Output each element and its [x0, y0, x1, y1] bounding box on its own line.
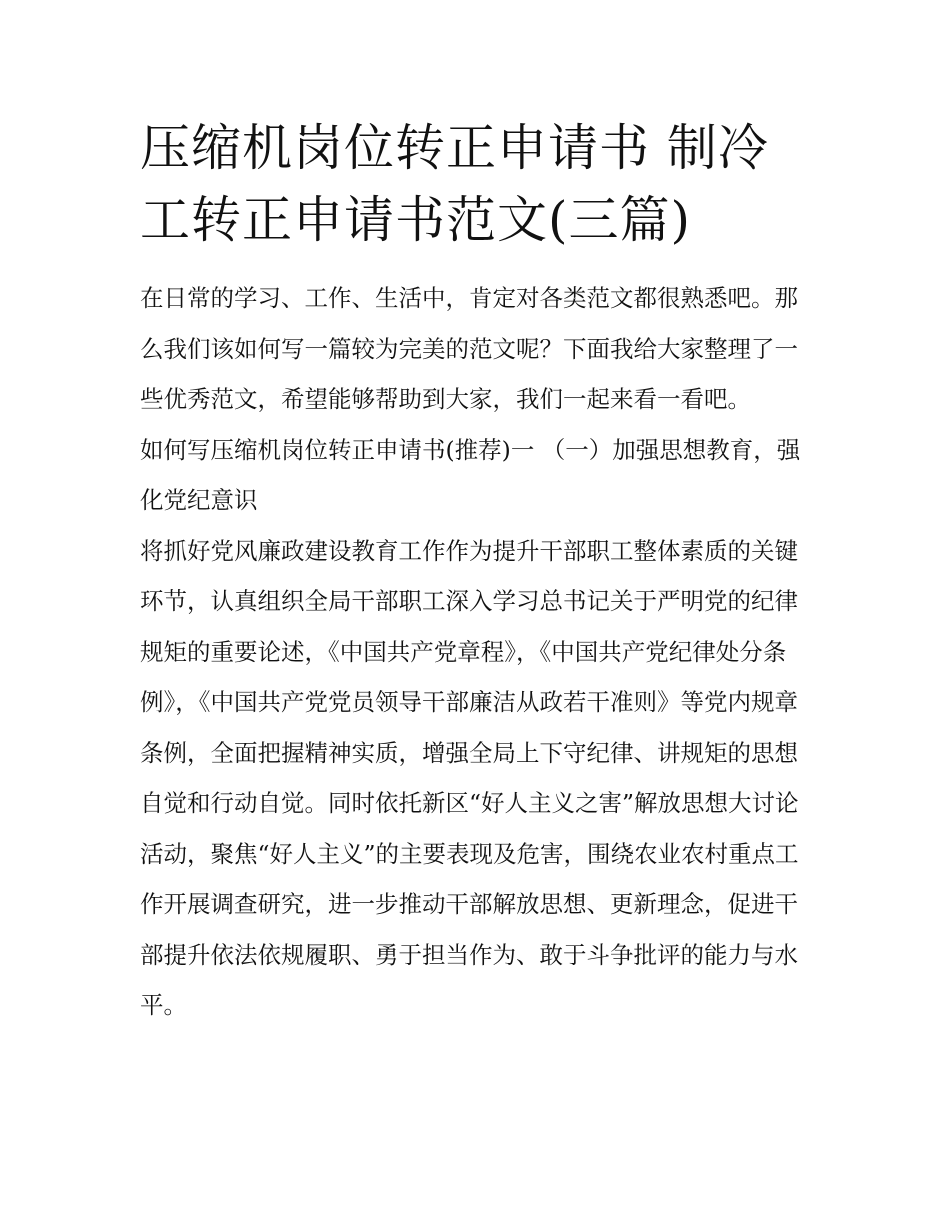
section-heading: 如何写压缩机岗位转正申请书(推荐)一 （一）加强思想教育，强化党纪意识 — [140, 435, 801, 514]
document-page — [140, 112, 812, 1031]
body-paragraph: 将抓好党风廉政建设教育工作作为提升干部职工整体素质的关键环节，认真组织全局干部职工深入学习总书记关于严明党的纪律规矩的重要论述，《中国共产党章程》，《中国共产党纪律处分条例》，《中国共产党党员领导干部廉洁从政若干准则》等党内规章条例，全面把握精神实质，增强全局上下守纪律、讲规矩的思想自觉和行动自觉。同时依托新区“好人主义之害”解放思想大讨论活动，聚焦“好人主义”的主要表现及危害，围绕农业农村重点工作开展调查研究，进一步推动干部解放思想、更新理念，促进干部提升依法依规履职、勇于担当作为、敢于斗争批评的能力与水平。 — [140, 536, 799, 1019]
document-title: 压缩机岗位转正申请书 制冷工转正申请书范文(三篇) — [140, 119, 769, 249]
intro-paragraph: 在日常的学习、工作、生活中，肯定对各类范文都很熟悉吧。那么我们该如何写一篇较为完美的范文呢？下面我给大家整理了一些优秀范文，希望能够帮助到大家，我们一起来看一看吧。 — [140, 284, 798, 413]
